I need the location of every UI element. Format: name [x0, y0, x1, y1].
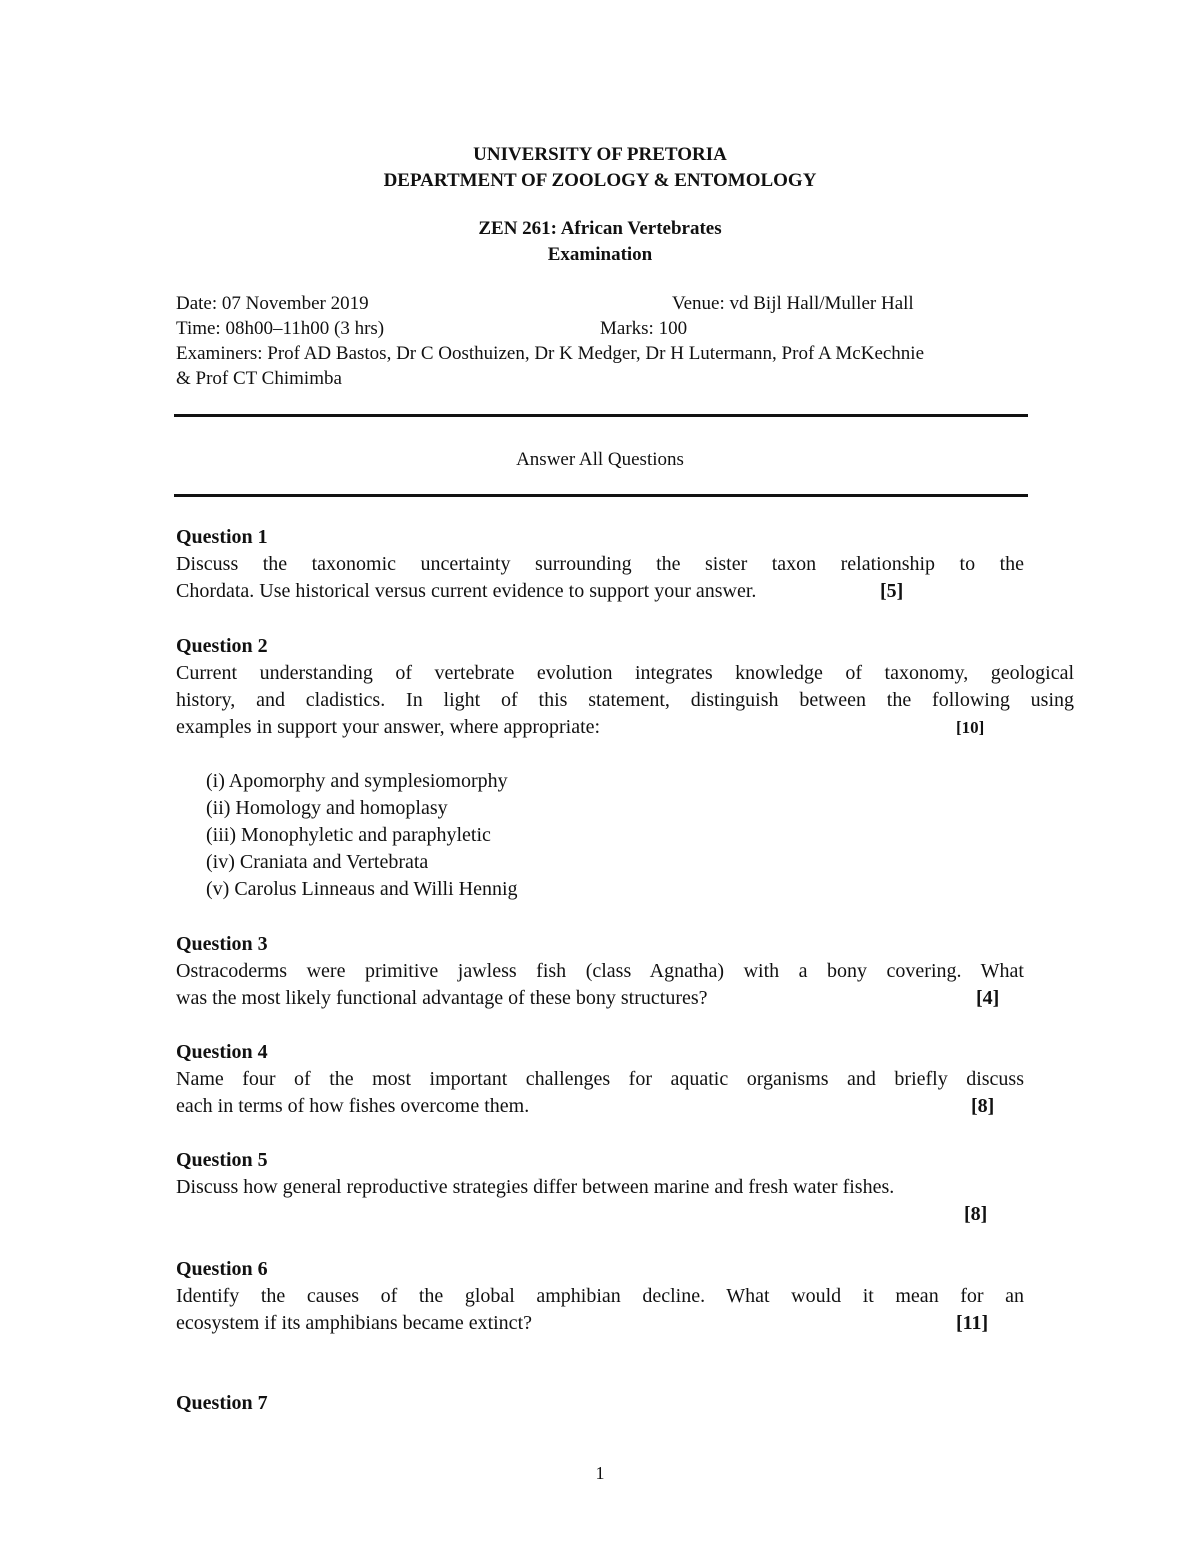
question-text-line [176, 1093, 1024, 1120]
list-item: (iv) Craniata and Vertebrata [206, 851, 429, 873]
question-title: Question 5 [176, 1149, 268, 1171]
question-text: each in terms of how fishes overcome them. [176, 1095, 530, 1117]
question-1 [176, 524, 1024, 605]
question-text-line: Current understanding of vertebrate evolution integrates knowledge of taxonomy, geological [176, 662, 1074, 684]
exam-time: Time: 08h00–11h00 (3 hrs) [176, 318, 385, 339]
question-2-items [206, 768, 518, 903]
question-marks: [8] [971, 1095, 995, 1117]
question-4 [176, 1039, 1024, 1120]
instruction-text: Answer All Questions [516, 449, 684, 470]
question-text: Chordata. Use historical versus current evidence to support your answer. [176, 580, 757, 602]
exam-venue: Venue: vd Bijl Hall/Muller Hall [672, 293, 914, 314]
bottom-divider [174, 494, 1028, 497]
question-text-line: Discuss the taxonomic uncertainty surrounding the sister taxon relationship to the [176, 553, 1024, 575]
header-course [0, 216, 1200, 268]
exam-marks: Marks: 100 [600, 318, 688, 339]
question-text: ecosystem if its amphibians became extinct? [176, 1312, 532, 1334]
question-marks: [10] [956, 718, 985, 737]
question-3 [176, 931, 1024, 1012]
list-item: (ii) Homology and homoplasy [206, 797, 448, 819]
exam-type: Examination [547, 244, 653, 265]
question-text-line: Identify the causes of the global amphibian decline. What would it mean for an [176, 1285, 1024, 1307]
question-6 [176, 1256, 1024, 1337]
exam-meta [176, 291, 1036, 391]
examiners-line-2: & Prof CT Chimimba [176, 368, 342, 389]
question-title: Question 2 [176, 635, 268, 657]
list-item: (i) Apomorphy and symplesiomorphy [206, 770, 508, 792]
question-text: was the most likely functional advantage of these bony structures? [176, 987, 708, 1009]
question-text-line [176, 578, 1024, 605]
meta-row-date [176, 291, 1036, 316]
question-2 [176, 633, 1074, 741]
question-title: Question 6 [176, 1258, 268, 1280]
examiners-line-1: Examiners: Prof AD Bastos, Dr C Oosthuizen, Dr K Medger, Dr H Lutermann, Prof A McKechnie [176, 343, 925, 364]
page-number: 1 [595, 1463, 605, 1483]
question-text-line: Name four of the most important challenges for aquatic organisms and briefly discuss [176, 1068, 1024, 1090]
question-text-line [176, 1201, 1056, 1228]
question-title: Question 4 [176, 1041, 268, 1063]
top-divider [174, 414, 1028, 417]
list-item: (v) Carolus Linneaus and Willi Hennig [206, 878, 518, 900]
question-text-line [176, 714, 1074, 741]
question-marks: [11] [956, 1312, 989, 1334]
question-marks: [5] [880, 580, 904, 602]
question-marks: [8] [964, 1203, 988, 1225]
question-title: Question 7 [176, 1392, 268, 1414]
question-title: Question 3 [176, 933, 268, 955]
question-marks: [4] [976, 987, 1000, 1009]
question-text-line: Ostracoderms were primitive jawless fish (class Agnatha) with a bony covering. What [176, 960, 1024, 982]
department-name: DEPARTMENT OF ZOOLOGY & ENTOMOLOGY [383, 170, 817, 191]
question-text-line: Discuss how general reproductive strategies differ between marine and fresh water fishes. [176, 1176, 895, 1198]
question-text-line [176, 1310, 1024, 1337]
university-name: UNIVERSITY OF PRETORIA [473, 144, 727, 165]
question-text: examples in support your answer, where appropriate: [176, 716, 601, 738]
exam-date: Date: 07 November 2019 [176, 293, 369, 314]
course-title: ZEN 261: African Vertebrates [478, 218, 722, 239]
question-7 [176, 1390, 1024, 1417]
header-institution [0, 142, 1200, 194]
question-text-line [176, 985, 1024, 1012]
question-title: Question 1 [176, 526, 268, 548]
question-5 [176, 1147, 1056, 1228]
question-text-line: history, and cladistics. In light of this statement, distinguish between the following using [176, 689, 1074, 711]
meta-row-time [176, 316, 1036, 341]
list-item: (iii) Monophyletic and paraphyletic [206, 824, 491, 846]
